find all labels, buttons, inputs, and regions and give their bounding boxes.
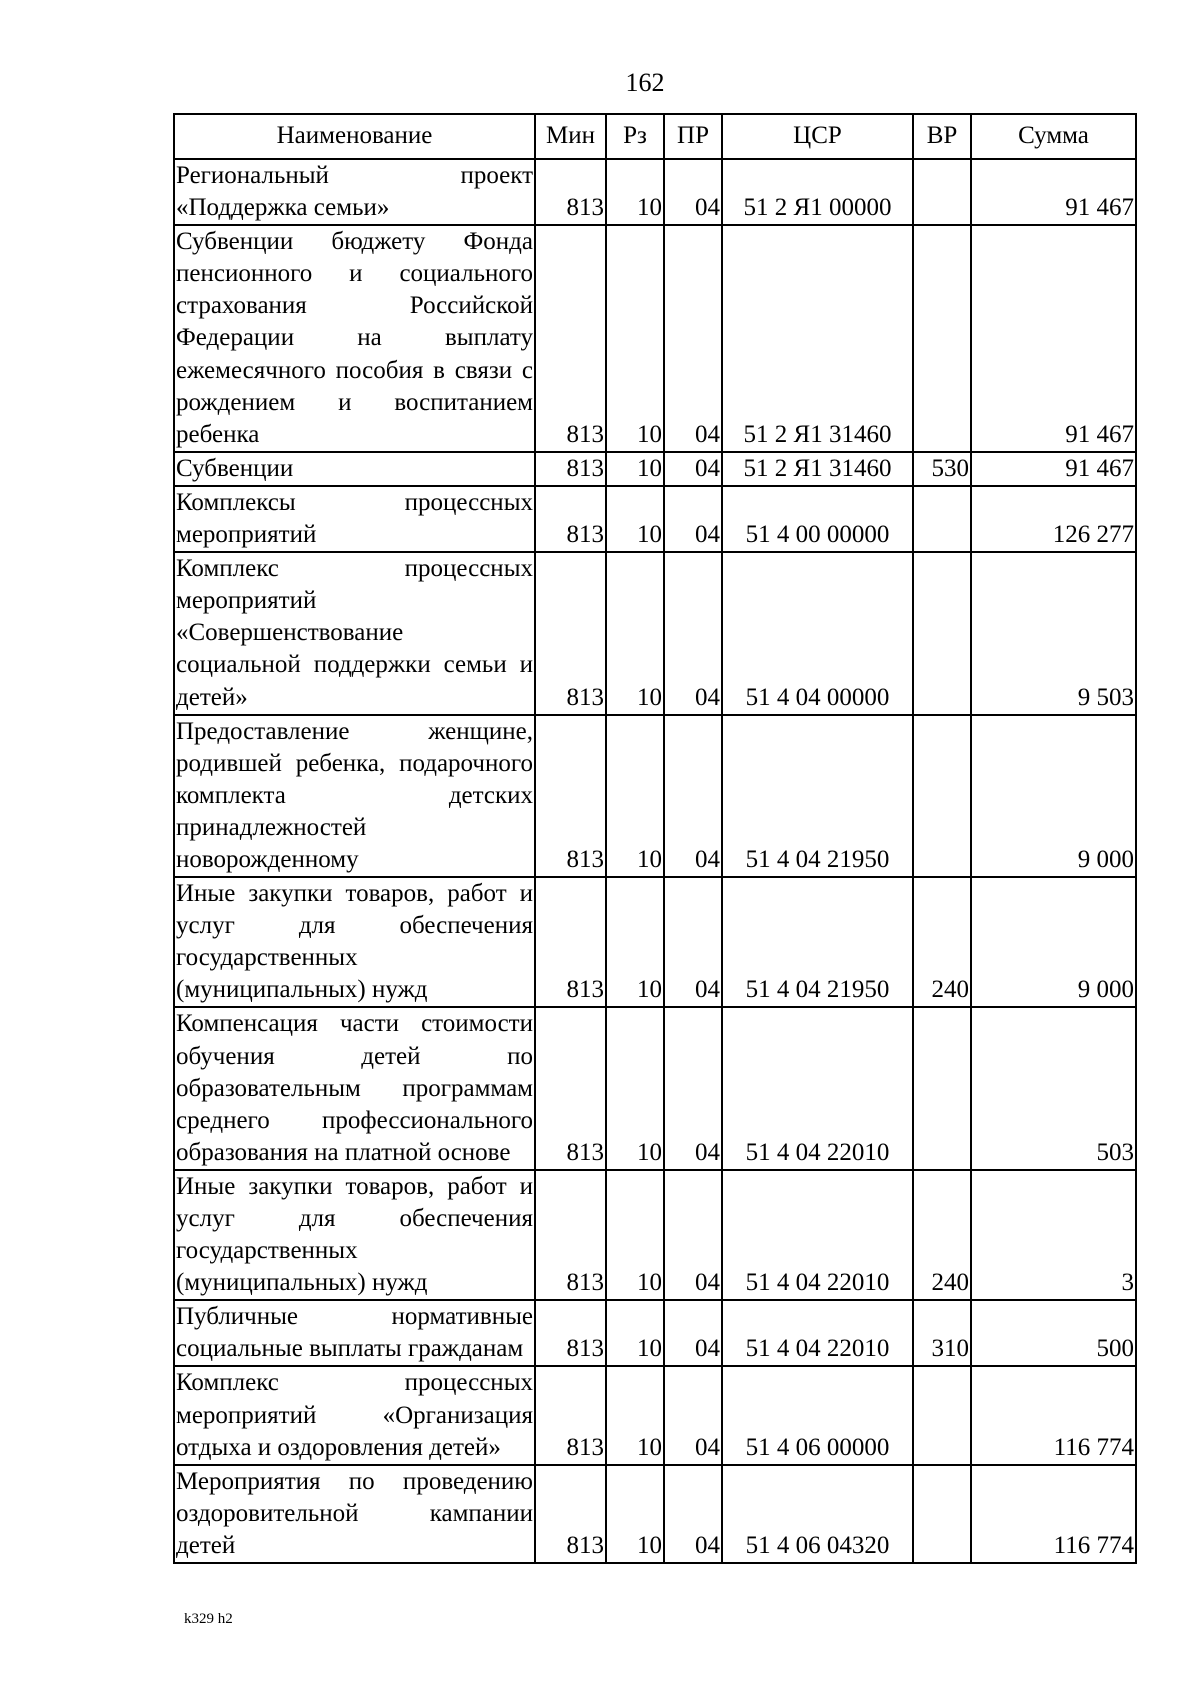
cell-vr [913,486,971,552]
cell-csr: 51 4 06 00000 [722,1366,913,1464]
cell-vr: 310 [913,1300,971,1366]
cell-pr: 04 [664,159,722,225]
cell-sum: 91 467 [971,225,1136,452]
cell-sum: 9 000 [971,715,1136,877]
cell-vr [913,1465,971,1563]
footer-document-code: k329 h2 [184,1611,233,1627]
cell-csr: 51 4 04 21950 [722,877,913,1007]
cell-pr: 04 [664,1366,722,1464]
budget-table [173,113,1137,1564]
cell-csr: 51 4 04 21950 [722,715,913,877]
cell-min: 813 [535,1366,606,1464]
cell-rz: 10 [606,877,664,1007]
cell-min: 813 [535,486,606,552]
cell-csr: 51 4 04 22010 [722,1300,913,1366]
table-row [174,1170,1136,1300]
header-name: Наименование [174,114,535,159]
cell-pr: 04 [664,715,722,877]
cell-sum: 9 503 [971,552,1136,714]
table-row [174,877,1136,1007]
cell-name: Компенсация части стоимости обучения детей по образовательным программам среднего профессионального образования на платной основе [174,1007,535,1169]
cell-min: 813 [535,877,606,1007]
cell-sum: 500 [971,1300,1136,1366]
table-row [174,1007,1136,1169]
cell-vr: 240 [913,1170,971,1300]
cell-name: Предоставление женщине, родившей ребенка, подарочного комплекта детских принадлежностей новорожденному [174,715,535,877]
cell-rz: 10 [606,1300,664,1366]
cell-csr: 51 4 06 04320 [722,1465,913,1563]
cell-rz: 10 [606,225,664,452]
cell-vr [913,552,971,714]
table-row [174,486,1136,552]
cell-vr [913,159,971,225]
table-row [174,1300,1136,1366]
page-number: 162 [625,68,665,97]
header-csr: ЦСР [722,114,913,159]
cell-sum: 9 000 [971,877,1136,1007]
cell-rz: 10 [606,452,664,486]
table-row [174,452,1136,486]
cell-min: 813 [535,552,606,714]
header-vr: ВР [913,114,971,159]
header-sum: Сумма [971,114,1136,159]
cell-csr: 51 2 Я1 31460 [722,452,913,486]
cell-pr: 04 [664,1007,722,1169]
cell-sum: 91 467 [971,452,1136,486]
header-min: Мин [535,114,606,159]
cell-pr: 04 [664,877,722,1007]
cell-rz: 10 [606,1465,664,1563]
cell-pr: 04 [664,1300,722,1366]
cell-rz: 10 [606,1007,664,1169]
cell-pr: 04 [664,225,722,452]
cell-pr: 04 [664,1465,722,1563]
cell-min: 813 [535,1007,606,1169]
cell-csr: 51 4 00 00000 [722,486,913,552]
cell-min: 813 [535,1465,606,1563]
cell-min: 813 [535,225,606,452]
cell-min: 813 [535,452,606,486]
cell-name: Региональный проект «Поддержка семьи» [174,159,535,225]
cell-min: 813 [535,715,606,877]
cell-sum: 126 277 [971,486,1136,552]
cell-vr [913,225,971,452]
table-row [174,159,1136,225]
cell-min: 813 [535,159,606,225]
cell-pr: 04 [664,1170,722,1300]
cell-pr: 04 [664,552,722,714]
header-pr: ПР [664,114,722,159]
table-row [174,552,1136,714]
cell-name: Комплексы процессных мероприятий [174,486,535,552]
cell-name: Комплекс процессных мероприятий «Организация отдыха и оздоровления детей» [174,1366,535,1464]
cell-name: Мероприятия по проведению оздоровительной кампании детей [174,1465,535,1563]
cell-csr: 51 4 04 00000 [722,552,913,714]
cell-min: 813 [535,1300,606,1366]
cell-name: Публичные нормативные социальные выплаты гражданам [174,1300,535,1366]
cell-min: 813 [535,1170,606,1300]
cell-pr: 04 [664,486,722,552]
cell-rz: 10 [606,552,664,714]
cell-vr [913,715,971,877]
cell-sum: 503 [971,1007,1136,1169]
cell-csr: 51 4 04 22010 [722,1007,913,1169]
cell-vr [913,1366,971,1464]
table-header-row [174,114,1136,159]
cell-name: Субвенции [174,452,535,486]
cell-pr: 04 [664,452,722,486]
cell-rz: 10 [606,486,664,552]
cell-vr: 240 [913,877,971,1007]
cell-vr: 530 [913,452,971,486]
cell-sum: 91 467 [971,159,1136,225]
cell-name: Комплекс процессных мероприятий «Совершенствование социальной поддержки семьи и детей» [174,552,535,714]
cell-sum: 3 [971,1170,1136,1300]
header-rz: Рз [606,114,664,159]
cell-name: Субвенции бюджету Фонда пенсионного и социального страхования Российской Федерации на выплату ежемесячного пособия в связи с рождением и воспитанием ребенка [174,225,535,452]
cell-rz: 10 [606,159,664,225]
cell-rz: 10 [606,1170,664,1300]
cell-csr: 51 2 Я1 00000 [722,159,913,225]
cell-name: Иные закупки товаров, работ и услуг для обеспечения государственных (муниципальных) нужд [174,877,535,1007]
cell-csr: 51 4 04 22010 [722,1170,913,1300]
cell-rz: 10 [606,715,664,877]
cell-csr: 51 2 Я1 31460 [722,225,913,452]
table-row [174,715,1136,877]
table-body [174,159,1136,1563]
cell-sum: 116 774 [971,1366,1136,1464]
cell-vr [913,1007,971,1169]
cell-rz: 10 [606,1366,664,1464]
cell-sum: 116 774 [971,1465,1136,1563]
table-row [174,1465,1136,1563]
cell-name: Иные закупки товаров, работ и услуг для обеспечения государственных (муниципальных) нужд [174,1170,535,1300]
table-row [174,1366,1136,1464]
table-row [174,225,1136,452]
